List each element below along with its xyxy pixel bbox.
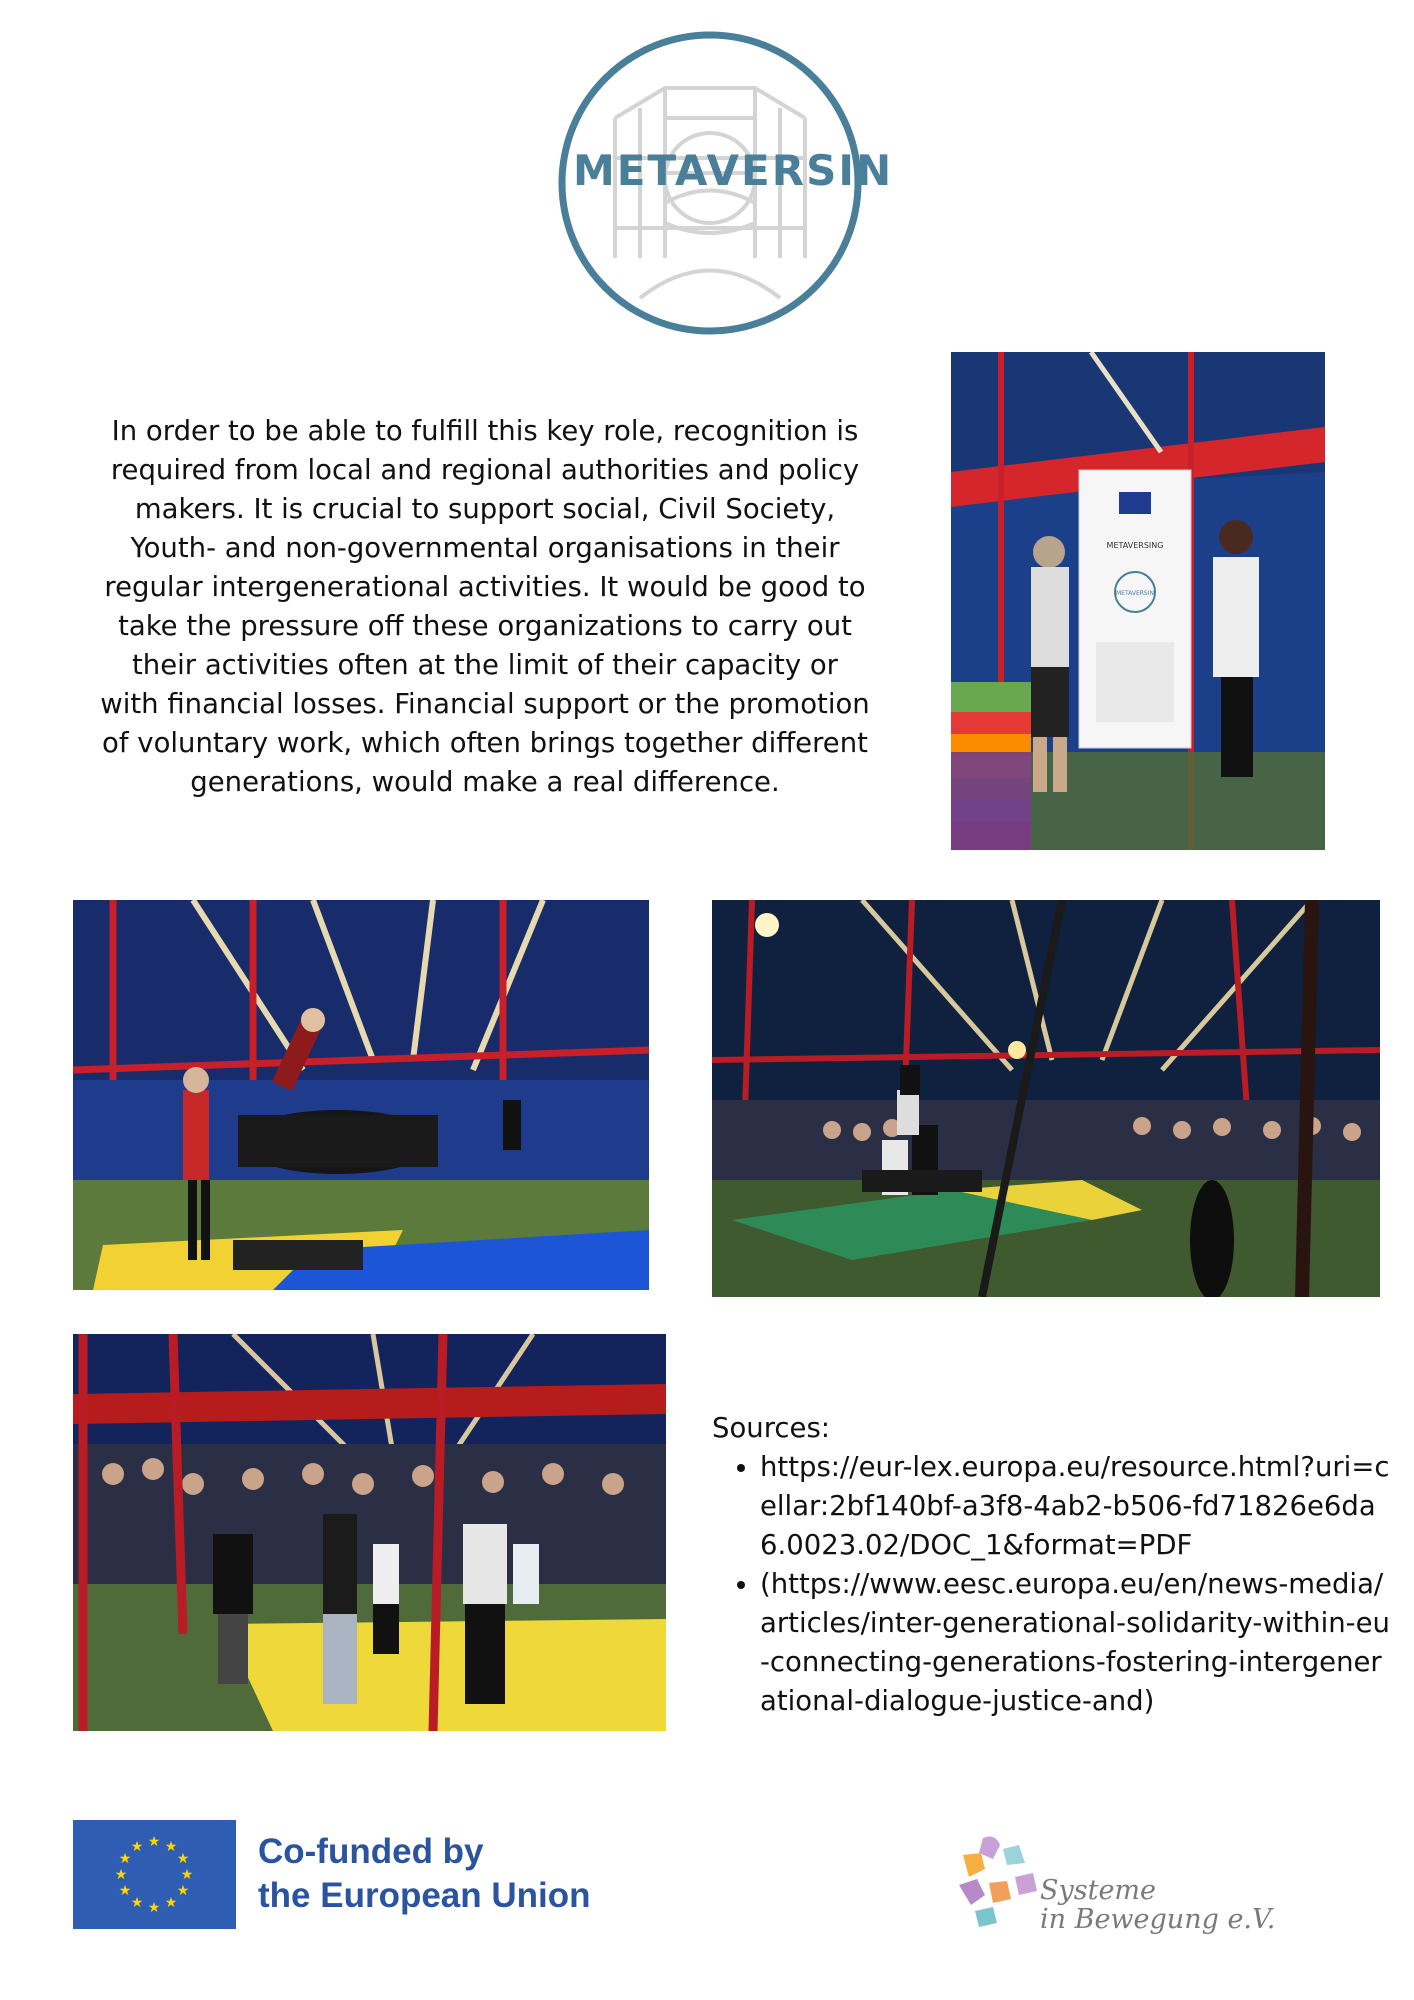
partner-line-2: in Bewegung e.V. [1040,1904,1276,1935]
svg-text:★: ★ [130,1839,144,1855]
svg-text:★: ★ [164,1895,178,1911]
sources-heading: Sources: [712,1412,831,1444]
svg-text:★: ★ [118,1883,132,1899]
eu-line-2: the European Union [258,1876,591,1915]
partner-line-1: Systeme [1040,1875,1157,1906]
photo-human-pyramid [712,900,1380,1297]
svg-text:★: ★ [180,1867,194,1883]
photo-circus-acrobat [73,900,649,1290]
source-link[interactable]: • (https://www.eesc.europa.eu/en/news-media/articles/inter-generational-solidarity-within-eu-connecting-generations-fostering-intergenerational-dialogue-justice-and) [760,1565,1392,1721]
logo-wordmark: METAVERSIN [573,146,894,195]
sources-list [712,1448,1392,1721]
body-paragraph: In order to be able to fulfill this key role, recognition is required from local and regional authorities and policy makers. It is crucial to support social, Civil Society, Youth- and non-governmental organisations in their regular intergenerational activities. It would be good to take the pressure off these organizations to carry out their activities often at the limit of their capacity or with financial losses. Financial support or the promotion of voluntary work, which often brings together different generations, would make a real difference. [100,415,870,798]
svg-text:★: ★ [130,1895,144,1911]
svg-text:★: ★ [118,1851,132,1867]
svg-text:★: ★ [147,1834,161,1850]
svg-text:★: ★ [164,1839,178,1855]
source-link[interactable]: • https://eur-lex.europa.eu/resource.html?uri=cellar:2bf140bf-a3f8-4ab2-b506-fd71826e6da6.0023.02/DOC_1&format=PDF [760,1448,1392,1565]
svg-text:★: ★ [114,1867,128,1883]
systeme-in-bewegung-logo-icon [955,1833,1045,1928]
systeme-in-bewegung-text [1040,1876,1275,1934]
svg-text:★: ★ [176,1851,190,1867]
photo-banner-presentation [951,352,1325,850]
photo-children-performance [73,1334,666,1731]
banner-logo-text: METAVERSIN [1115,590,1155,597]
eu-flag-icon [73,1820,236,1929]
eu-line-1: Co-funded by [258,1832,484,1871]
eu-cofunded-text [258,1830,591,1918]
banner-title: METAVERSING [1106,541,1164,550]
svg-text:★: ★ [176,1883,190,1899]
sources-section [712,1409,1392,1721]
svg-text:★: ★ [147,1900,161,1916]
